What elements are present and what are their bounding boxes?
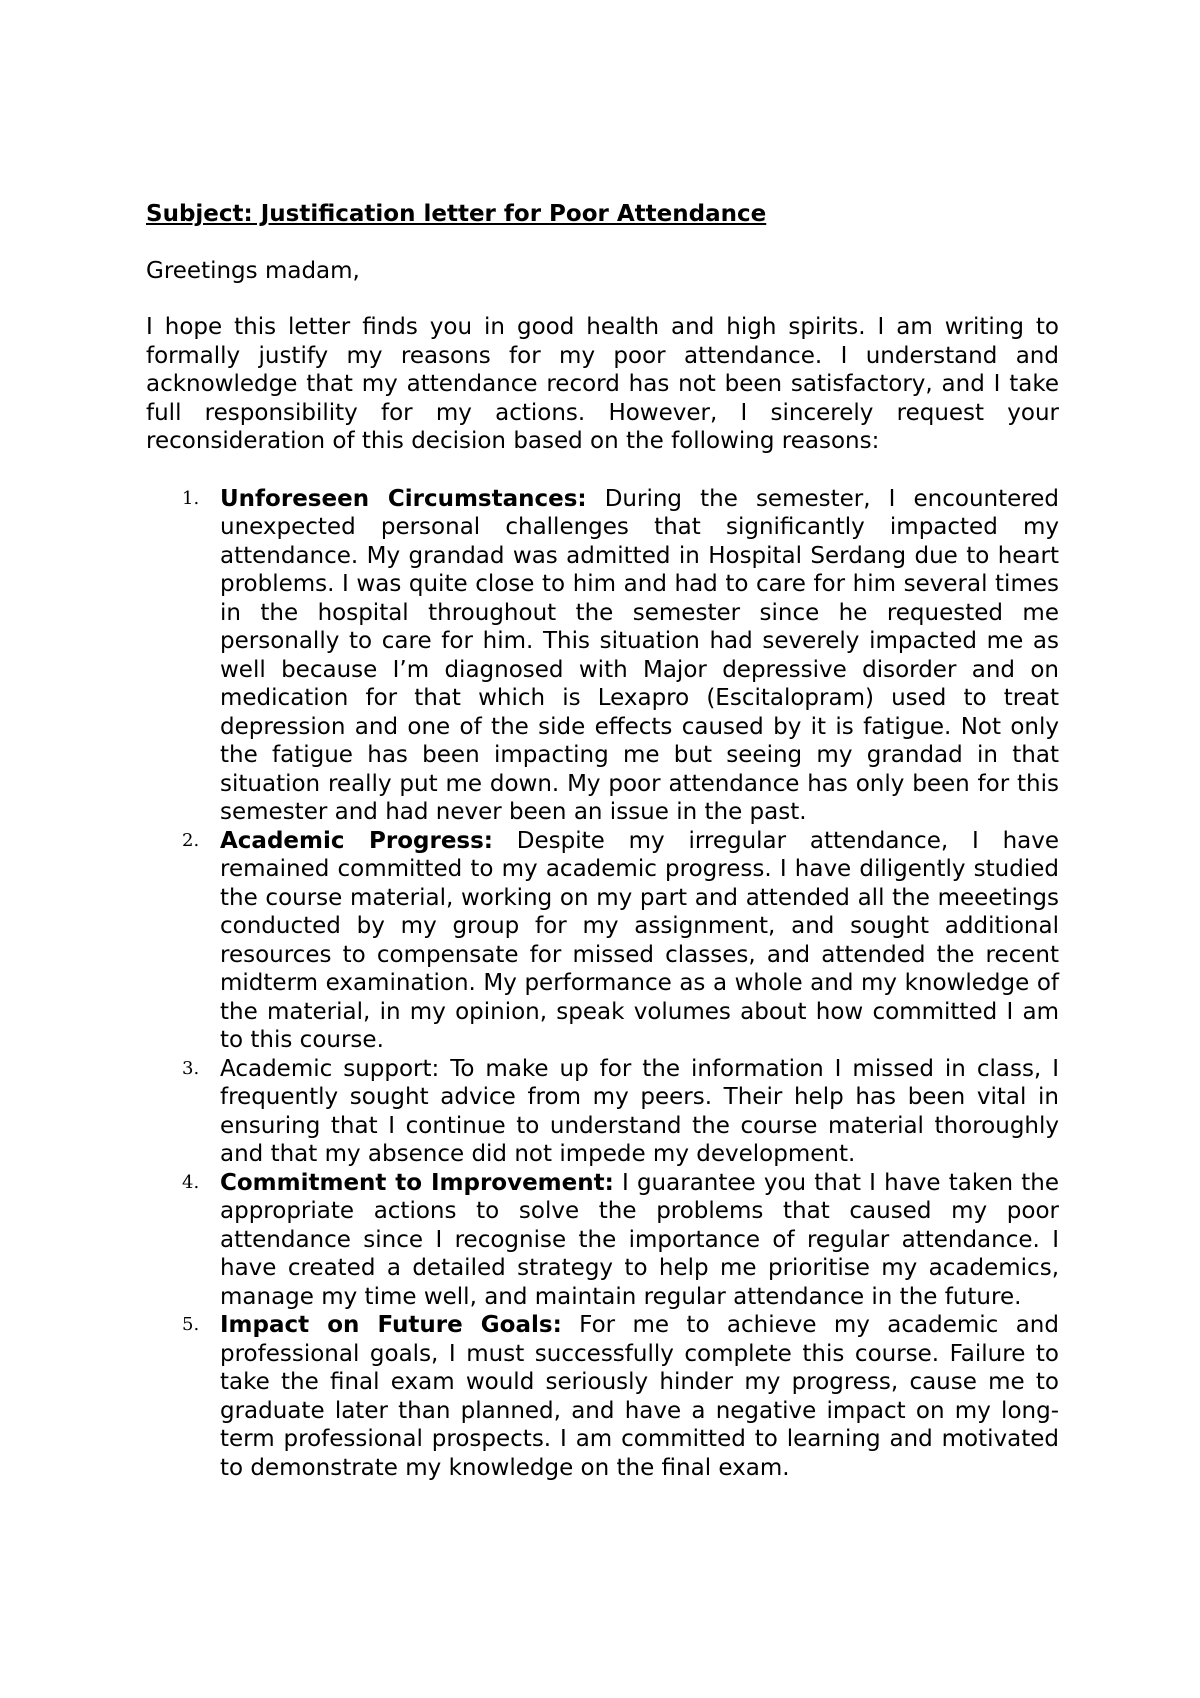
letter-page bbox=[146, 200, 1059, 1482]
reason-number: 2. bbox=[182, 829, 200, 851]
letter-subject: Subject: Justification letter for Poor Attendance bbox=[146, 201, 767, 227]
reason-item-3 bbox=[182, 1055, 1059, 1169]
reason-number: 3. bbox=[182, 1057, 200, 1079]
reason-text: I guarantee you that I have taken the appropriate actions to solve the problems that caused my poor attendance since I recognise the importance of regular attendance. I have created a detailed strategy to help me prioritise my academics, manage my time well, and maintain regular attendance in the future. bbox=[220, 1169, 1059, 1310]
reason-text: Academic support: To make up for the information I missed in class, I frequently sought advice from my peers. Their help has been vital in ensuring that I continue to understand the course material thoroughly and that my absence did not impede my development. bbox=[220, 1055, 1059, 1167]
reason-heading: Academic Progress: bbox=[220, 827, 493, 854]
reason-text: Despite my irregular attendance, I have remained committed to my academic progress. I have diligently studied the course material, working on my part and attended all the meeetings conducted by my group for my assignment, and sought additional resources to compensate for missed classes, and attended the recent midterm examination. My performance as a whole and my knowledge of the material, in my opinion, speak volumes about how committed I am to this course. bbox=[220, 827, 1059, 1053]
reason-text: During the semester, I encountered unexpected personal challenges that significantly impacted my attendance. My grandad was admitted in Hospital Serdang due to heart problems. I was quite close to him and had to care for him several times in the hospital throughout the semester since he requested me personally to care for him. This situation had severely impacted me as well because I’m diagnosed with Major depressive disorder and on medication for that which is Lexapro (Escitalopram) used to treat depression and one of the side effects caused by it is fatigue. Not only the fatigue has been impacting me but seeing my grandad in that situation really put me down. My poor attendance has only been for this semester and had never been an issue in the past. bbox=[220, 485, 1059, 825]
letter-intro: I hope this letter finds you in good health and high spirits. I am writing to formally justify my reasons for my poor attendance. I understand and acknowledge that my attendance record has not been satisfactory, and I take full responsibility for my actions. However, I sincerely request your reconsideration of this decision based on the following reasons: bbox=[146, 314, 1059, 454]
reason-item-4 bbox=[182, 1169, 1059, 1312]
reason-heading: Impact on Future Goals: bbox=[220, 1312, 562, 1338]
reason-heading: Commitment to Improvement: bbox=[220, 1169, 614, 1196]
letter-greeting: Greetings madam, bbox=[146, 257, 360, 284]
reason-item-5 bbox=[182, 1311, 1059, 1482]
reason-item-2 bbox=[182, 827, 1059, 1055]
reasons-list bbox=[146, 485, 1059, 1483]
reason-number: 1. bbox=[182, 487, 200, 509]
reason-number: 5. bbox=[182, 1314, 200, 1335]
reason-item-1 bbox=[182, 485, 1059, 827]
reason-heading: Unforeseen Circumstances: bbox=[220, 485, 587, 512]
reason-text: For me to achieve my academic and professional goals, I must successfully complete this course. Failure to take the final exam would seriously hinder my progress, cause me to graduate later than planned, and have a negative impact on my long-term professional prospects. I am committed to learning and motivated to demonstrate my knowledge on the final exam. bbox=[220, 1312, 1059, 1481]
reason-number: 4. bbox=[182, 1171, 200, 1193]
